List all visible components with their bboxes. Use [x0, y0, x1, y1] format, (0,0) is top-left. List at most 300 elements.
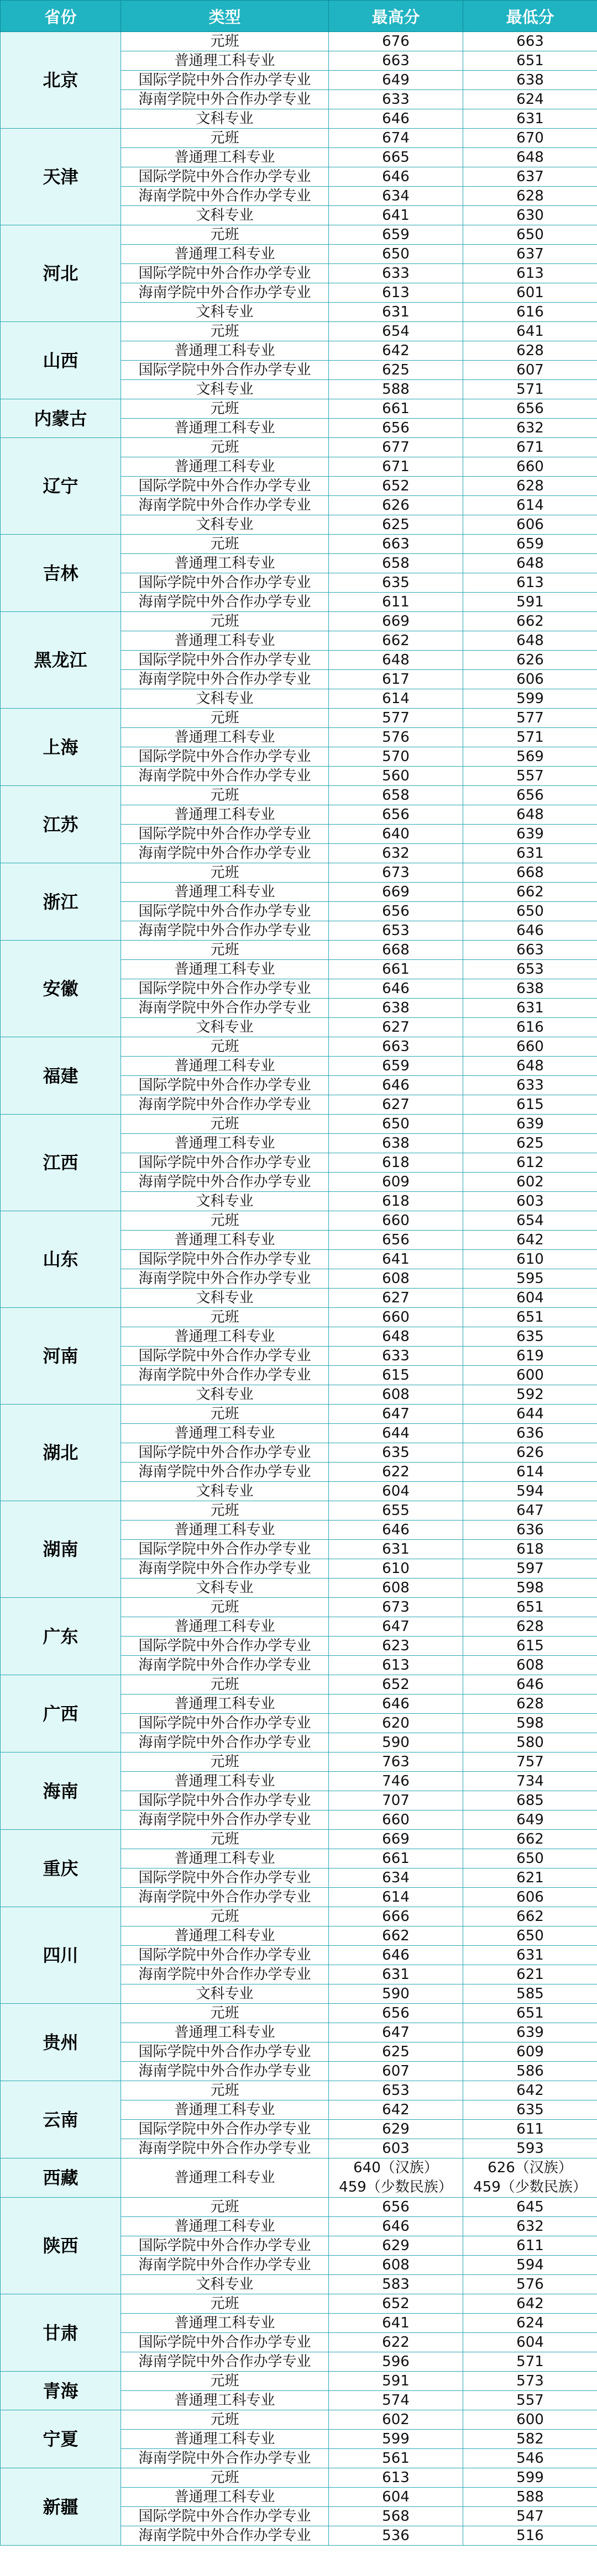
- max-score-cell: 608: [329, 2256, 463, 2275]
- type-cell: 文科专业: [121, 2275, 329, 2294]
- min-score-cell: 757: [463, 1752, 597, 1772]
- table-row: [1, 2294, 597, 2314]
- min-score-cell: 611: [463, 2120, 597, 2139]
- table-row: [1, 1598, 597, 1617]
- max-score-cell: 660: [329, 1308, 463, 1327]
- max-score-cell: 588: [329, 380, 463, 399]
- max-score-cell: 583: [329, 2275, 463, 2294]
- max-score-cell: 658: [329, 786, 463, 805]
- max-score-cell: 634: [329, 1868, 463, 1888]
- max-score-cell: 647: [329, 1617, 463, 1637]
- province-cell: 宁夏: [1, 2410, 121, 2468]
- max-score-cell: 676: [329, 32, 463, 51]
- max-score-cell: 707: [329, 1791, 463, 1810]
- min-score-cell: 644: [463, 1405, 597, 1424]
- max-score-cell: 560: [329, 767, 463, 786]
- type-cell: 海南学院中外合作办学专业: [121, 1463, 329, 1482]
- type-cell: 国际学院中外合作办学专业: [121, 2236, 329, 2256]
- type-cell: 普通理工科专业: [121, 2217, 329, 2236]
- min-score-cell: 599: [463, 2468, 597, 2488]
- type-cell: 普通理工科专业: [121, 2488, 329, 2507]
- type-cell: 国际学院中外合作办学专业: [121, 71, 329, 90]
- min-score-cell: 611: [463, 2236, 597, 2256]
- max-score-cell: 673: [329, 863, 463, 883]
- header-row: [1, 1, 597, 32]
- province-cell: 海南: [1, 1752, 121, 1830]
- min-score-cell: 585: [463, 1984, 597, 2004]
- table-row: [1, 1037, 597, 1057]
- type-cell: 普通理工科专业: [121, 1231, 329, 1250]
- min-score-cell: 571: [463, 2352, 597, 2372]
- min-score-cell-line: 459（少数民族）: [473, 2179, 587, 2195]
- max-score-cell: 631: [329, 303, 463, 322]
- province-cell: 山东: [1, 1211, 121, 1308]
- type-cell: 普通理工科专业: [121, 2023, 329, 2042]
- min-score-cell: 601: [463, 283, 597, 303]
- table-row: [1, 2081, 597, 2100]
- min-score-cell: 608: [463, 1656, 597, 1675]
- type-cell: 国际学院中外合作办学专业: [121, 1540, 329, 1559]
- min-score-cell: 598: [463, 1579, 597, 1598]
- min-score-cell: 598: [463, 1714, 597, 1733]
- type-cell: 国际学院中外合作办学专业: [121, 1868, 329, 1888]
- province-cell: 福建: [1, 1037, 121, 1115]
- min-score-cell: 628: [463, 1617, 597, 1637]
- table-row: [1, 535, 597, 554]
- max-score-cell: 602: [329, 2410, 463, 2430]
- type-cell: 海南学院中外合作办学专业: [121, 187, 329, 206]
- max-score-cell: 646: [329, 1946, 463, 1965]
- type-cell: 元班: [121, 1037, 329, 1057]
- type-cell: 元班: [121, 786, 329, 805]
- max-score-cell: 576: [329, 728, 463, 747]
- province-cell: 西藏: [1, 2158, 121, 2198]
- header-province: 省份: [1, 1, 121, 32]
- type-cell: 元班: [121, 2410, 329, 2430]
- max-score-cell: 648: [329, 1327, 463, 1347]
- min-score-cell: 648: [463, 1057, 597, 1076]
- province-cell: 陕西: [1, 2198, 121, 2294]
- min-score-cell: 613: [463, 573, 597, 593]
- max-score-cell: 627: [329, 1289, 463, 1308]
- min-score-cell: 571: [463, 380, 597, 399]
- max-score-cell: 666: [329, 1907, 463, 1926]
- type-cell: 元班: [121, 941, 329, 960]
- min-score-cell: 591: [463, 593, 597, 612]
- max-score-cell: 625: [329, 361, 463, 380]
- min-score-cell: 633: [463, 1076, 597, 1095]
- header-min-score: 最低分: [463, 1, 597, 32]
- type-cell: 海南学院中外合作办学专业: [121, 90, 329, 109]
- min-score-cell: 606: [463, 515, 597, 535]
- max-score-cell: 642: [329, 341, 463, 361]
- type-cell: 海南学院中外合作办学专业: [121, 999, 329, 1018]
- type-cell: 国际学院中外合作办学专业: [121, 573, 329, 593]
- type-cell: 元班: [121, 2198, 329, 2217]
- min-score-cell: 637: [463, 245, 597, 264]
- type-cell: 元班: [121, 1501, 329, 1521]
- province-cell: 湖南: [1, 1501, 121, 1598]
- province-cell: 安徽: [1, 941, 121, 1037]
- max-score-cell: 650: [329, 1115, 463, 1134]
- max-score-cell: 656: [329, 2198, 463, 2217]
- table-row: [1, 941, 597, 960]
- max-score-cell: 608: [329, 1269, 463, 1289]
- type-cell: 海南学院中外合作办学专业: [121, 844, 329, 863]
- min-score-cell: 660: [463, 1037, 597, 1057]
- type-cell: 元班: [121, 225, 329, 245]
- type-cell: 元班: [121, 1405, 329, 1424]
- type-cell: 元班: [121, 2081, 329, 2100]
- min-score-cell: 638: [463, 979, 597, 999]
- max-score-cell: 669: [329, 612, 463, 631]
- max-score-cell: 652: [329, 2294, 463, 2314]
- type-cell: 元班: [121, 863, 329, 883]
- min-score-cell: 594: [463, 2256, 597, 2275]
- type-cell: 普通理工科专业: [121, 341, 329, 361]
- type-cell: 普通理工科专业: [121, 631, 329, 651]
- min-score-cell: 631: [463, 109, 597, 129]
- min-score-cell: 668: [463, 863, 597, 883]
- type-cell: 国际学院中外合作办学专业: [121, 1076, 329, 1095]
- type-cell: 普通理工科专业: [121, 728, 329, 747]
- min-score-cell: 599: [463, 689, 597, 709]
- max-score-cell: 641: [329, 1250, 463, 1269]
- max-score-cell: 656: [329, 419, 463, 438]
- max-score-cell: 656: [329, 902, 463, 921]
- min-score-cell: 547: [463, 2507, 597, 2526]
- min-score-cell: 651: [463, 1598, 597, 1617]
- max-score-cell: 640: [329, 825, 463, 844]
- type-cell: 海南学院中外合作办学专业: [121, 2139, 329, 2158]
- type-cell: 文科专业: [121, 1482, 329, 1501]
- max-score-cell: 661: [329, 399, 463, 419]
- min-score-cell: 586: [463, 2062, 597, 2081]
- min-score-cell: 646: [463, 1675, 597, 1695]
- type-cell: 国际学院中外合作办学专业: [121, 2120, 329, 2139]
- type-cell: 国际学院中外合作办学专业: [121, 2042, 329, 2062]
- type-cell: 普通理工科专业: [121, 1772, 329, 1791]
- min-score-cell: 619: [463, 1347, 597, 1366]
- type-cell: 元班: [121, 1598, 329, 1617]
- max-score-cell: 677: [329, 438, 463, 457]
- max-score-cell: 617: [329, 670, 463, 689]
- table-row: [1, 1752, 597, 1772]
- table-row: [1, 1675, 597, 1695]
- min-score-cell: 630: [463, 206, 597, 225]
- type-cell: 文科专业: [121, 303, 329, 322]
- max-score-cell: [329, 2158, 463, 2198]
- type-cell: 元班: [121, 1115, 329, 1134]
- min-score-cell: 648: [463, 554, 597, 573]
- province-cell: 辽宁: [1, 438, 121, 535]
- type-cell: 元班: [121, 2004, 329, 2023]
- min-score-cell: 577: [463, 709, 597, 728]
- min-score-cell: 614: [463, 496, 597, 515]
- min-score-cell: 650: [463, 902, 597, 921]
- type-cell: 普通理工科专业: [121, 960, 329, 979]
- type-cell: 海南学院中外合作办学专业: [121, 2526, 329, 2546]
- province-cell: 甘肃: [1, 2294, 121, 2372]
- type-cell: 普通理工科专业: [121, 1849, 329, 1868]
- type-cell: 普通理工科专业: [121, 148, 329, 167]
- max-score-cell: 607: [329, 2062, 463, 2081]
- province-cell: 内蒙古: [1, 399, 121, 438]
- type-cell: 元班: [121, 709, 329, 728]
- type-cell: 国际学院中外合作办学专业: [121, 1250, 329, 1269]
- type-cell: 普通理工科专业: [121, 1521, 329, 1540]
- max-score-cell: 626: [329, 496, 463, 515]
- type-cell: 文科专业: [121, 1018, 329, 1037]
- table-row: [1, 322, 597, 341]
- min-score-cell: 637: [463, 167, 597, 187]
- min-score-cell: 659: [463, 535, 597, 554]
- type-cell: 普通理工科专业: [121, 883, 329, 902]
- max-score-cell: 646: [329, 2217, 463, 2236]
- min-score-cell: 571: [463, 728, 597, 747]
- province-cell: 天津: [1, 129, 121, 225]
- max-score-cell: 660: [329, 1810, 463, 1830]
- min-score-cell: 648: [463, 148, 597, 167]
- max-score-cell: 663: [329, 1037, 463, 1057]
- type-cell: 海南学院中外合作办学专业: [121, 2352, 329, 2372]
- min-score-cell: 656: [463, 399, 597, 419]
- table-row: [1, 1115, 597, 1134]
- max-score-cell: 632: [329, 844, 463, 863]
- max-score-cell: 615: [329, 1366, 463, 1385]
- max-score-cell: 646: [329, 1695, 463, 1714]
- type-cell: 国际学院中外合作办学专业: [121, 2333, 329, 2352]
- max-score-cell: 659: [329, 1057, 463, 1076]
- province-cell: 吉林: [1, 535, 121, 612]
- type-cell: 国际学院中外合作办学专业: [121, 825, 329, 844]
- type-cell: 普通理工科专业: [121, 805, 329, 825]
- max-score-cell: 622: [329, 1463, 463, 1482]
- min-score-cell: 612: [463, 1153, 597, 1173]
- min-score-cell: 616: [463, 303, 597, 322]
- min-score-cell: 641: [463, 322, 597, 341]
- min-score-cell: 582: [463, 2430, 597, 2449]
- min-score-cell: 557: [463, 2391, 597, 2410]
- max-score-cell: 763: [329, 1752, 463, 1772]
- type-cell: 元班: [121, 1211, 329, 1231]
- min-score-cell: 646: [463, 921, 597, 941]
- type-cell: 普通理工科专业: [121, 1617, 329, 1637]
- min-score-cell: 662: [463, 883, 597, 902]
- max-score-cell: 620: [329, 1714, 463, 1733]
- table-row: [1, 612, 597, 631]
- max-score-cell: 614: [329, 689, 463, 709]
- type-cell: 元班: [121, 535, 329, 554]
- type-cell: 文科专业: [121, 1385, 329, 1405]
- min-score-cell: 580: [463, 1733, 597, 1752]
- type-cell: 元班: [121, 322, 329, 341]
- min-score-cell: 639: [463, 825, 597, 844]
- table-row: [1, 1211, 597, 1231]
- min-score-cell: 602: [463, 1173, 597, 1192]
- province-cell: 广东: [1, 1598, 121, 1675]
- max-score-cell: 656: [329, 805, 463, 825]
- min-score-cell: 648: [463, 805, 597, 825]
- table-body: [1, 32, 597, 2546]
- type-cell: 国际学院中外合作办学专业: [121, 1443, 329, 1463]
- table-row: [1, 2468, 597, 2488]
- max-score-cell: 568: [329, 2507, 463, 2526]
- table-row: [1, 438, 597, 457]
- min-score-cell: 654: [463, 1211, 597, 1231]
- type-cell: 国际学院中外合作办学专业: [121, 2507, 329, 2526]
- type-cell: 元班: [121, 1830, 329, 1849]
- type-cell: 海南学院中外合作办学专业: [121, 2062, 329, 2081]
- max-score-cell: 652: [329, 477, 463, 496]
- type-cell: 元班: [121, 1675, 329, 1695]
- type-cell: 海南学院中外合作办学专业: [121, 283, 329, 303]
- max-score-cell: 614: [329, 1888, 463, 1907]
- type-cell: 普通理工科专业: [121, 2430, 329, 2449]
- min-score-cell: 631: [463, 1946, 597, 1965]
- type-cell: 海南学院中外合作办学专业: [121, 496, 329, 515]
- min-score-cell: 685: [463, 1791, 597, 1810]
- min-score-cell: 569: [463, 747, 597, 767]
- header-max-score: 最高分: [329, 1, 463, 32]
- min-score-cell: 628: [463, 1695, 597, 1714]
- min-score-cell: 607: [463, 361, 597, 380]
- max-score-cell: 561: [329, 2449, 463, 2468]
- min-score-cell: 662: [463, 1830, 597, 1849]
- min-score-cell: [463, 2158, 597, 2198]
- max-score-cell: 641: [329, 206, 463, 225]
- type-cell: 海南学院中外合作办学专业: [121, 2449, 329, 2468]
- min-score-cell: 594: [463, 1482, 597, 1501]
- type-cell: 文科专业: [121, 1579, 329, 1598]
- max-score-cell: 653: [329, 921, 463, 941]
- province-cell: 广西: [1, 1675, 121, 1752]
- max-score-cell: 668: [329, 941, 463, 960]
- max-score-cell: 631: [329, 1540, 463, 1559]
- max-score-cell: 641: [329, 2314, 463, 2333]
- min-score-cell: 642: [463, 2081, 597, 2100]
- type-cell: 国际学院中外合作办学专业: [121, 651, 329, 670]
- min-score-cell: 603: [463, 1192, 597, 1211]
- max-score-cell: 673: [329, 1598, 463, 1617]
- type-cell: 文科专业: [121, 380, 329, 399]
- max-score-cell: 655: [329, 1501, 463, 1521]
- min-score-cell: 626: [463, 1443, 597, 1463]
- max-score-cell: 635: [329, 573, 463, 593]
- max-score-cell: 608: [329, 1385, 463, 1405]
- max-score-cell: 638: [329, 1134, 463, 1153]
- max-score-cell: 536: [329, 2526, 463, 2546]
- max-score-cell: 604: [329, 1482, 463, 1501]
- type-cell: 元班: [121, 2372, 329, 2391]
- max-score-cell-line: 459（少数民族）: [339, 2179, 453, 2195]
- table-row: [1, 863, 597, 883]
- province-cell: 上海: [1, 709, 121, 786]
- table-row: [1, 32, 597, 51]
- min-score-cell: 618: [463, 1540, 597, 1559]
- table-row: [1, 2198, 597, 2217]
- max-score-cell: 570: [329, 747, 463, 767]
- min-score-cell: 615: [463, 1637, 597, 1656]
- min-score-cell: 662: [463, 1907, 597, 1926]
- type-cell: 元班: [121, 32, 329, 51]
- max-score-cell: 662: [329, 631, 463, 651]
- province-cell: 江苏: [1, 786, 121, 863]
- min-score-cell: 663: [463, 941, 597, 960]
- max-score-cell: 625: [329, 515, 463, 535]
- min-score-cell: 663: [463, 32, 597, 51]
- type-cell: 海南学院中外合作办学专业: [121, 1656, 329, 1675]
- max-score-cell: 647: [329, 2023, 463, 2042]
- max-score-cell: 649: [329, 71, 463, 90]
- min-score-cell: 632: [463, 2217, 597, 2236]
- type-cell: 文科专业: [121, 1289, 329, 1308]
- min-score-cell: 604: [463, 2333, 597, 2352]
- province-cell: 青海: [1, 2372, 121, 2410]
- province-cell: 新疆: [1, 2468, 121, 2546]
- min-score-cell: 650: [463, 1926, 597, 1946]
- type-cell: 海南学院中外合作办学专业: [121, 1965, 329, 1984]
- province-cell: 重庆: [1, 1830, 121, 1907]
- min-score-cell: 616: [463, 1018, 597, 1037]
- min-score-cell: 650: [463, 225, 597, 245]
- min-score-cell: 635: [463, 2100, 597, 2120]
- max-score-cell: 613: [329, 283, 463, 303]
- max-score-cell: 603: [329, 2139, 463, 2158]
- max-score-cell: 609: [329, 1173, 463, 1192]
- province-cell: 河南: [1, 1308, 121, 1405]
- min-score-cell: 609: [463, 2042, 597, 2062]
- min-score-cell: 592: [463, 1385, 597, 1405]
- min-score-cell: 653: [463, 960, 597, 979]
- type-cell: 普通理工科专业: [121, 2100, 329, 2120]
- province-cell: 北京: [1, 32, 121, 129]
- table-row: [1, 2158, 597, 2198]
- min-score-cell: 648: [463, 631, 597, 651]
- min-score-cell: 642: [463, 2294, 597, 2314]
- max-score-cell: 610: [329, 1559, 463, 1579]
- max-score-cell: 590: [329, 1733, 463, 1752]
- type-cell: 文科专业: [121, 109, 329, 129]
- type-cell: 海南学院中外合作办学专业: [121, 1559, 329, 1579]
- max-score-cell: 613: [329, 1656, 463, 1675]
- type-cell: 普通理工科专业: [121, 245, 329, 264]
- type-cell: 海南学院中外合作办学专业: [121, 921, 329, 941]
- max-score-cell: 659: [329, 225, 463, 245]
- type-cell: 国际学院中外合作办学专业: [121, 477, 329, 496]
- table-row: [1, 399, 597, 419]
- max-score-cell: 661: [329, 960, 463, 979]
- min-score-cell: 660: [463, 457, 597, 477]
- max-score-cell: 618: [329, 1192, 463, 1211]
- min-score-cell: 628: [463, 187, 597, 206]
- max-score-cell: 611: [329, 593, 463, 612]
- min-score-cell: 651: [463, 1308, 597, 1327]
- type-cell: 元班: [121, 1308, 329, 1327]
- min-score-cell: 628: [463, 341, 597, 361]
- max-score-cell: 627: [329, 1095, 463, 1115]
- min-score-cell: 624: [463, 2314, 597, 2333]
- type-cell: 国际学院中外合作办学专业: [121, 1791, 329, 1810]
- max-score-cell-line: 640（汉族）: [353, 2160, 438, 2176]
- min-score-cell: 597: [463, 1559, 597, 1579]
- type-cell: 文科专业: [121, 1984, 329, 2004]
- max-score-cell: 633: [329, 264, 463, 283]
- max-score-cell: 574: [329, 2391, 463, 2410]
- min-score-cell: 638: [463, 71, 597, 90]
- min-score-cell: 615: [463, 1095, 597, 1115]
- min-score-cell: 588: [463, 2488, 597, 2507]
